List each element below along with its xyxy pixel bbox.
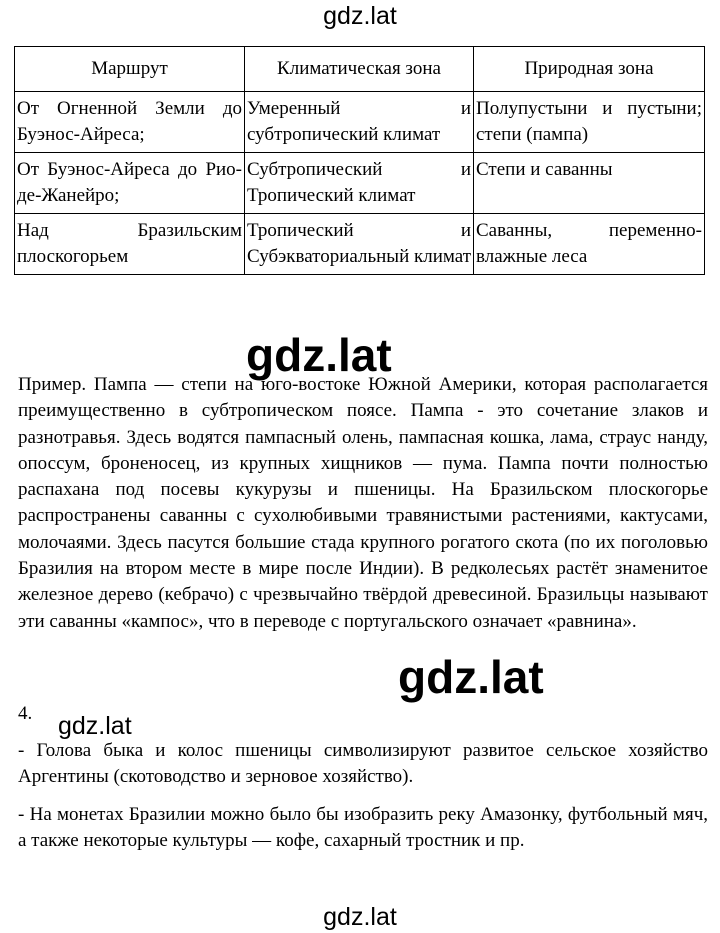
bullet-brazil: - На монетах Бразилии можно было бы изобразить реку Амазонку, футбольный мяч, а также некоторые культуры — кофе, сахарный тростник и пр. <box>18 804 708 852</box>
routes-table <box>14 46 705 275</box>
header-natural-zone: Природная зона <box>474 47 705 92</box>
table-cell: Тропический и Субэкваториальный климат <box>245 214 474 275</box>
table-cell: От Буэнос-Айреса до Рио-де-Жанейро; <box>15 153 245 214</box>
table-cell: Степи и саванны <box>474 153 705 214</box>
table-row <box>15 153 705 214</box>
table-row <box>15 214 705 275</box>
table-cell: Субтропический и Тропический климат <box>245 153 474 214</box>
header-climate-zone: Климатическая зона <box>245 47 474 92</box>
table-cell: От Огненной Земли до Буэнос-Айреса; <box>15 92 245 153</box>
watermark-large-2: gdz.lat <box>398 651 544 703</box>
table-cell: Полупустыни и пустыни; степи (пампа) <box>474 92 705 153</box>
pampa-paragraph: Пример. Пампа — степи на юго-востоке Южной Америки, которая располагается преимущественно в субтропическом поясе. Пампа - это сочетание злаков и разнотравья. Здесь водятся пампасный олень, пампасная кошка, лама, страус нанду, опоссум, броненосец, из крупных хищников — пума. Пампа почти полностью распахана под посевы кукурузы и пшеницы. На Бразильском плоскогорье распространены саванны с сухолюбивыми травянистыми растениями, кактусами, молочаями. Здесь пасутся большие стада крупного рогатого скота (по их поголовью Бразилия на втором месте в мире после Индии). В редколесьях растёт знаменитое железное дерево (кебрачо) с чрезвычайно твёрдой древесиной. Бразильцы называют эти саванны «кампос», что в переводе с португальского означает «равнина». <box>18 374 708 632</box>
watermark-top: gdz.lat <box>323 2 397 30</box>
table-cell: Саванны, переменно-влажные леса <box>474 214 705 275</box>
watermark-bottom: gdz.lat <box>323 903 397 931</box>
table-cell: Над Бразильским плоскогорьем <box>15 214 245 275</box>
table-cell: Умеренный и субтропический климат <box>245 92 474 153</box>
watermark-small: gdz.lat <box>58 712 132 740</box>
table-row <box>15 92 705 153</box>
watermark-large-1: gdz.lat <box>246 329 392 381</box>
table-header-row <box>15 47 705 92</box>
bullet-argentina: - Голова быка и колос пшеницы символизируют развитое сельское хозяйство Аргентины (скотоводство и зерновое хозяйство). <box>18 740 708 788</box>
header-route: Маршрут <box>15 47 245 92</box>
section-number: 4. <box>18 703 33 724</box>
